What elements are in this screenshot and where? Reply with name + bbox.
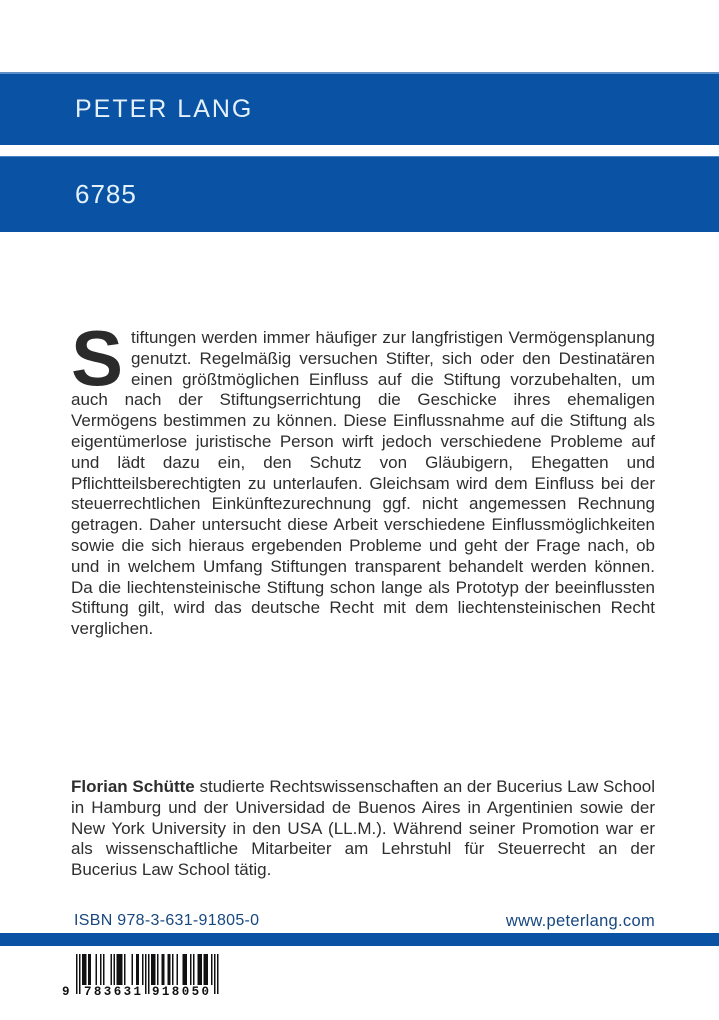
ean13-barcode (62, 954, 237, 1004)
series-band (0, 156, 719, 232)
publisher-band (0, 72, 719, 145)
barcode-right-group: 918050 (152, 985, 212, 999)
publisher-name: PETER LANG (75, 95, 254, 123)
author-name: Florian Schütte (71, 777, 195, 796)
book-description (71, 314, 655, 640)
drop-cap: S (71, 314, 124, 402)
isbn-label: ISBN 978-3-631-91805-0 (74, 912, 260, 929)
barcode-first-digit: 9 (62, 985, 72, 999)
barcode-left-group: 783631 (84, 985, 144, 999)
description-text: tiftungen werden immer häufiger zur langfristigen Vermögensplanung genutzt. Regelmäßig versuchen Stifter, sich oder den Destinatären einen größtmöglichen Einfluss auf die Stiftung vorzubehalten, um auch nach der Stiftungserrichtung die Geschicke ihres ehemaligen Vermögens bestimmen zu können. Diese Einflussnahme auf die Stiftung als eigentümerlose juristische Person wirft jedoch verschiedene Probleme auf und lädt dazu ein, den Schutz von Gläubigern, Ehegatten und Pflichtteilsberechtigten zu unterlaufen. Gleichsam wird dem Einfluss bei der steuerrechtlichen Einkünftezurechnung ggf. nicht angemessen Rechnung getragen. Daher untersucht diese Arbeit verschiedene Einflussmöglichkeiten sowie die sich hieraus ergebenden Probleme und geht der Frage nach, ob und in welchem Umfang Stiftungen transparent behandelt werden können. Da die liechtensteinische Stiftung schon lange als Prototyp der beeinflussten Stiftung gilt, wird das deutsche Recht mit dem liechtensteinischen Recht verglichen. (71, 328, 655, 639)
author-bio (71, 777, 655, 881)
series-number: 6785 (75, 179, 137, 209)
author-bio-text: studierte Rechtswissenschaften an der Bucerius Law School in Hamburg und der Universidad de Buenos Aires in Argentinien sowie der New York University in den USA (LL.M.). Während seiner Promotion war er als wissenschaftliche Mitarbeiter am Lehrstuhl für Steuerrecht an der Bucerius Law School tätig. (71, 777, 656, 880)
divider-stripe (0, 933, 719, 946)
publisher-website: www.peterlang.com (505, 912, 655, 930)
